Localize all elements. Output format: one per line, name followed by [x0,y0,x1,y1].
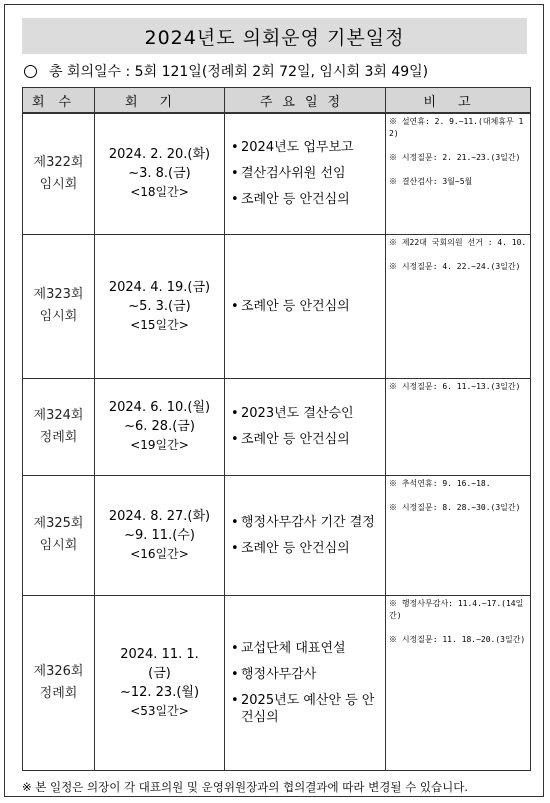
note-item: ※ 시정질문: 2. 21.~23.(3일간) [389,153,521,162]
schedule-table [22,87,531,771]
schedule-item: • 행정사무감사 기간 결정 [231,514,385,531]
header-session: 회수 [23,88,95,114]
session-number: 제323회 [33,287,84,302]
summary-line [18,61,538,81]
period-end: ~9. 11.(수) [124,527,195,543]
table-header-row [23,88,531,114]
period-start: 2024. 2. 20.(화) [108,147,211,163]
session-number: 제324회 [33,407,84,423]
table-row [23,475,531,595]
note-item: ※ 행정사무감사: 11.4.~17.(14일간) [389,598,524,620]
footnote: ※ 본 일정은 의장이 각 대표의원 및 운영위원장과의 협의결과에 따라 변경될 수 있습니다. [22,780,468,794]
main-schedule-cell [225,234,386,378]
note-item: ※ 설연휴: 2. 9.~11.(대체휴무 12) [389,117,524,138]
schedule-item: • 결산검사위원 선임 [231,165,385,182]
period-end: ~12. 23.(월) [119,684,200,700]
period-days: <16일간> [130,546,189,561]
session-type: 정례회 [39,685,78,701]
main-schedule-cell [225,595,386,770]
session-type: 정례회 [39,429,78,445]
note-cell [386,595,531,770]
summary-text: 총 회의일수 : 5회 121일(정례회 2회 72일, 임시회 3회 49일) [49,64,429,80]
note-item: ※ 시정질문: 6. 11.~13.(3일간) [389,381,521,391]
period-cell [95,595,225,770]
schedule-item: • 행정사무감사 [231,666,385,683]
header-main: 주요일정 [225,88,386,114]
session-number: 제326회 [33,663,84,679]
session-cell [23,234,95,378]
title-text: 2024년도 의회운영 기본일정 [144,26,405,49]
header-note: 비고 [386,88,531,114]
table-row [23,113,531,234]
period-start: 2024. 6. 10.(월) [108,400,211,415]
schedule-item: • 교섭단체 대표연설 [231,640,385,657]
period-cell [95,113,225,234]
period-start: 2024. 4. 19.(금) [108,279,211,295]
session-cell [23,378,95,475]
note-item: ※ 추석연휴: 9. 16.~18. [389,478,491,488]
note-item: ※ 시정질문: 8. 28.~30.(3일간) [389,502,521,512]
note-cell [386,234,531,378]
note-cell [386,113,531,234]
session-type: 임시회 [39,176,78,192]
note-item: ※ 시정질문: 11. 18.~20.(3일간) [389,634,526,644]
period-days: <18일간> [130,185,189,200]
note-item: ※ 제22대 국회의원 선거 : 4. 10. [389,237,527,247]
schedule-item: • 2025년도 예산안 등 안건심의 [231,692,385,726]
session-cell [23,595,95,770]
session-cell [23,113,95,234]
table-row [23,378,531,475]
period-cell [95,475,225,595]
period-days: <15일간> [130,317,189,332]
schedule-item: • 조례안 등 안건심의 [231,191,385,208]
period-end: ~3. 8.(금) [128,166,191,182]
session-number: 제322회 [33,154,84,170]
schedule-item: • 2023년도 결산승인 [231,405,385,422]
main-schedule-cell [225,475,386,595]
period-days: <19일간> [130,438,189,452]
table-row [23,595,531,770]
period-cell [95,378,225,475]
period-days: <53일간> [130,703,189,718]
document-title [22,18,527,54]
period-end: ~5. 3.(금) [128,298,191,314]
period-cell [95,234,225,378]
note-cell [386,475,531,595]
note-item: ※ 시정질문: 4. 22.~24.(3일간) [389,261,521,271]
session-cell [23,475,95,595]
session-type: 임시회 [39,538,78,553]
session-type: 임시회 [39,309,78,324]
schedule-item: • 조례안 등 안건심의 [231,431,385,448]
main-schedule-cell [225,113,386,234]
period-start: 2024. 8. 27.(화) [108,508,211,524]
schedule-item: • 조례안 등 안건심의 [231,298,385,315]
period-start: 2024. 11. 1.(금) [120,646,199,681]
table-row [23,234,531,378]
session-number: 제325회 [33,516,84,531]
schedule-item: • 조례안 등 안건심의 [231,540,385,557]
circle-bullet-icon [24,65,37,78]
period-end: ~6. 28.(금) [124,419,195,434]
schedule-item: • 2024년도 업무보고 [231,139,385,156]
note-item: ※ 결산검사: 3월~5월 [389,177,473,186]
main-schedule-cell [225,378,386,475]
note-cell [386,378,531,475]
header-period: 회기 [95,88,225,114]
